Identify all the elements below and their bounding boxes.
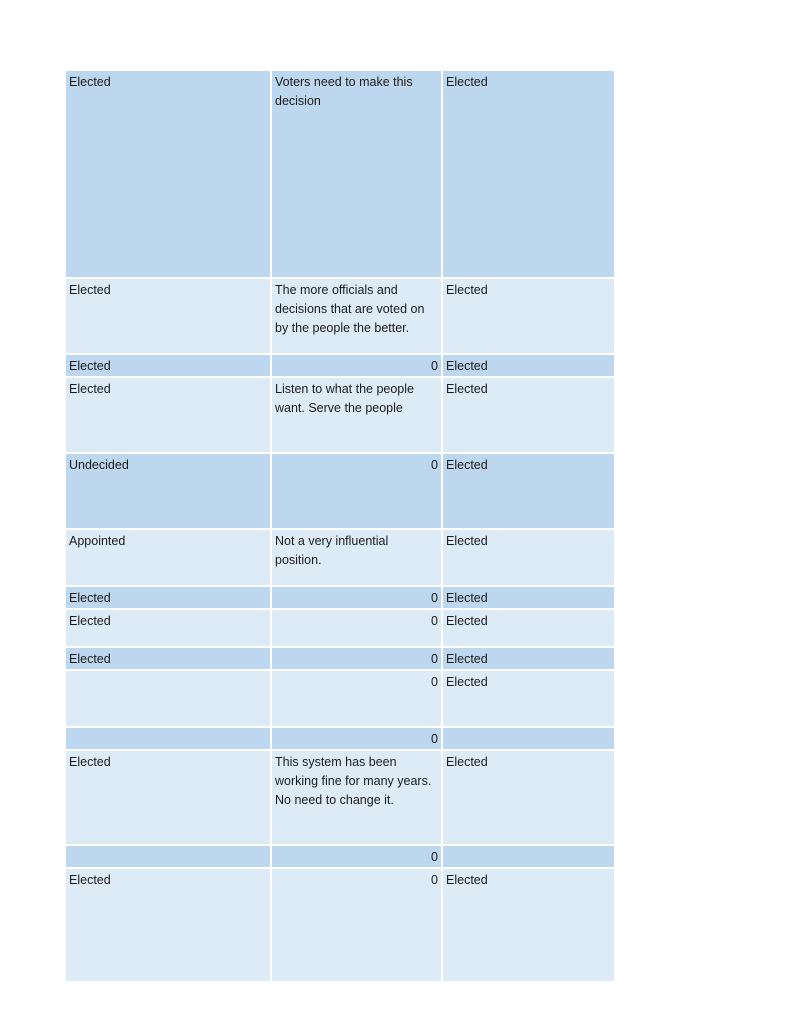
- table-row: [66, 648, 614, 671]
- cell-col1: Elected: [66, 648, 272, 671]
- cell-col2: The more officials and decisions that are voted on by the people the better.: [272, 279, 443, 355]
- table-row: [66, 378, 614, 454]
- table-row: [66, 530, 614, 587]
- cell-col2: 0: [272, 648, 443, 671]
- cell-col3: Elected: [443, 587, 614, 610]
- table-row: [66, 610, 614, 648]
- cell-col3: Elected: [443, 530, 614, 587]
- cell-col1: Elected: [66, 587, 272, 610]
- cell-col1: [66, 846, 272, 869]
- cell-col1: Elected: [66, 378, 272, 454]
- cell-col2: 0: [272, 728, 443, 751]
- cell-col2: 0: [272, 869, 443, 981]
- cell-col3: Elected: [443, 648, 614, 671]
- table-row: [66, 671, 614, 728]
- cell-col1: Undecided: [66, 454, 272, 530]
- cell-col3: [443, 846, 614, 869]
- cell-col2: 0: [272, 846, 443, 869]
- cell-col2: 0: [272, 454, 443, 530]
- cell-col2: 0: [272, 355, 443, 378]
- cell-col3: Elected: [443, 751, 614, 846]
- cell-col2: 0: [272, 587, 443, 610]
- cell-col3: Elected: [443, 71, 614, 279]
- cell-col2: 0: [272, 671, 443, 728]
- cell-col3: Elected: [443, 355, 614, 378]
- table-row: [66, 846, 614, 869]
- cell-col1: Appointed: [66, 530, 272, 587]
- cell-col1: [66, 671, 272, 728]
- cell-col3: Elected: [443, 454, 614, 530]
- cell-col3: Elected: [443, 610, 614, 648]
- cell-col3: Elected: [443, 671, 614, 728]
- cell-col3: Elected: [443, 378, 614, 454]
- cell-col1: Elected: [66, 751, 272, 846]
- cell-col1: Elected: [66, 610, 272, 648]
- cell-col1: Elected: [66, 355, 272, 378]
- cell-col1: Elected: [66, 869, 272, 981]
- cell-col2: This system has been working fine for many years. No need to change it.: [272, 751, 443, 846]
- table-row: [66, 71, 614, 279]
- table-row: [66, 355, 614, 378]
- cell-col2: Voters need to make this decision: [272, 71, 443, 279]
- cell-col1: Elected: [66, 279, 272, 355]
- cell-col2: 0: [272, 610, 443, 648]
- table-row: [66, 728, 614, 751]
- cell-col3: Elected: [443, 869, 614, 981]
- cell-col1: [66, 728, 272, 751]
- table-row: [66, 869, 614, 981]
- cell-col2: Listen to what the people want. Serve the people: [272, 378, 443, 454]
- table-row: [66, 587, 614, 610]
- cell-col3: Elected: [443, 279, 614, 355]
- responses-table: [66, 71, 614, 981]
- table-row: [66, 751, 614, 846]
- table-row: [66, 279, 614, 355]
- table-row: [66, 454, 614, 530]
- cell-col3: [443, 728, 614, 751]
- cell-col1: Elected: [66, 71, 272, 279]
- cell-col2: Not a very influential position.: [272, 530, 443, 587]
